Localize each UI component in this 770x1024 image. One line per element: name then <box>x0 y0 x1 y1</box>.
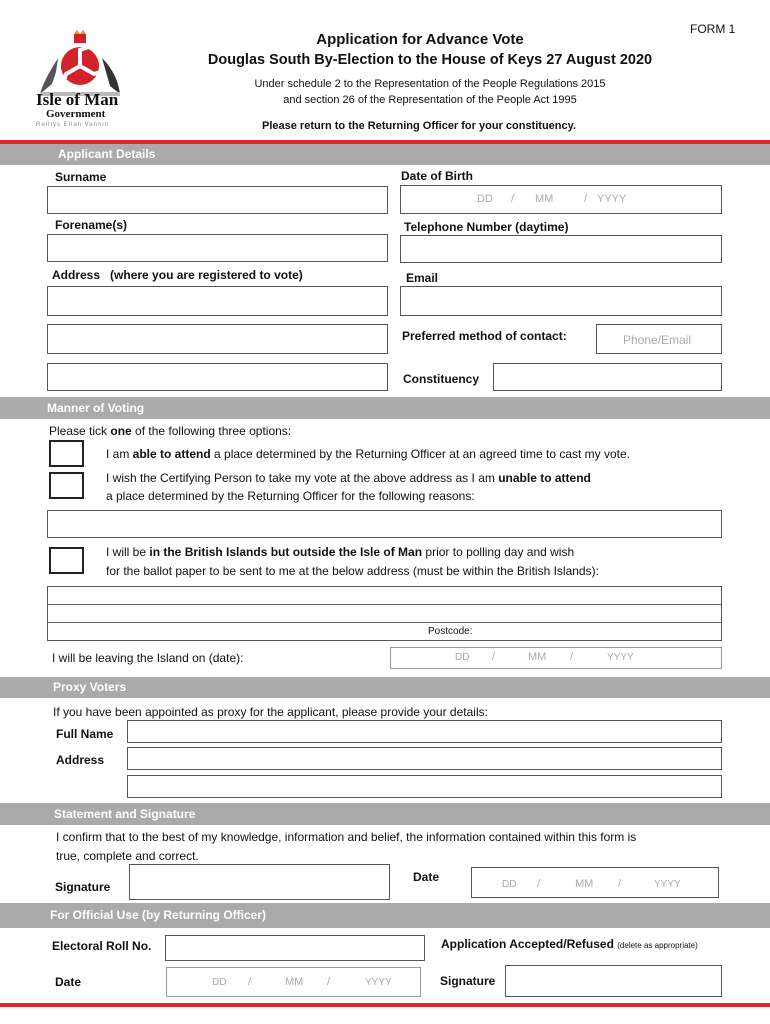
opt3-bold: in the British Islands but outside the Isle of Man <box>149 545 423 559</box>
logo-line3: Reiltys Ellan Vannin <box>36 122 109 128</box>
legal-line2: and section 26 of the Representation of the People Act 1995 <box>283 94 577 106</box>
contact-label: Preferred method of contact: <box>402 329 567 343</box>
signature-label: Signature <box>55 880 111 894</box>
option2-checkbox[interactable] <box>49 472 84 499</box>
phone-field[interactable] <box>400 235 722 263</box>
statement-text-line2: true, complete and correct. <box>56 849 199 863</box>
proxy-fullname-label: Full Name <box>56 727 114 741</box>
accepted-text: Application Accepted/Refused <box>441 937 614 951</box>
opt1-post: a place determined by the Returning Officer at an agreed time to cast my vote. <box>210 447 631 461</box>
address-line2-field[interactable] <box>47 324 388 354</box>
of-sep1: / <box>248 976 252 988</box>
dob-yyyy: YYYY <box>597 193 627 205</box>
applicant-band: Applicant Details <box>0 144 770 165</box>
of-sep2: / <box>327 976 331 988</box>
outside-address-field[interactable] <box>47 586 722 641</box>
of-yyyy: YYYY <box>365 977 392 988</box>
voting-band: Manner of Voting <box>0 397 770 419</box>
address-note: (where you are registered to vote) <box>110 268 303 282</box>
proxy-address-label: Address <box>56 753 105 767</box>
signature-field[interactable] <box>129 864 390 900</box>
leave-mm: MM <box>528 651 547 663</box>
instr-bold: one <box>110 424 132 438</box>
option3-checkbox[interactable] <box>49 547 84 574</box>
dob-dd: DD <box>477 193 493 205</box>
leave-yyyy: YYYY <box>607 652 634 663</box>
official-date-field[interactable] <box>166 967 421 997</box>
leave-sep1: / <box>492 651 496 663</box>
email-label: Email <box>406 271 439 285</box>
official-band: For Official Use (by Returning Officer) <box>0 903 770 928</box>
of-dd: DD <box>212 977 227 988</box>
st-dd: DD <box>502 879 517 890</box>
dob-sep2: / <box>584 193 588 205</box>
leave-dd: DD <box>455 652 470 663</box>
accepted-label <box>441 937 698 951</box>
contact-field[interactable] <box>596 324 722 354</box>
st-sep1: / <box>537 878 541 890</box>
statement-text-line1: I confirm that to the best of my knowledge, information and belief, the information contained within this form is <box>56 830 637 844</box>
opt2-bold: unable to attend <box>498 471 591 485</box>
surname-label: Surname <box>55 170 107 184</box>
legal-line1: Under schedule 2 to the Representation of the People Regulations 2015 <box>254 78 606 90</box>
instr-post: of the following three options: <box>131 424 292 438</box>
st-sep2: / <box>618 878 622 890</box>
phone-label: Telephone Number (daytime) <box>404 220 569 234</box>
option3-text <box>106 545 574 559</box>
form-title: Application for Advance Vote <box>316 31 524 48</box>
address-row-line1 <box>48 604 721 605</box>
dob-label: Date of Birth <box>401 169 473 183</box>
address-line1-field[interactable] <box>47 286 388 316</box>
reasons-field[interactable] <box>47 510 722 538</box>
address-label-text: Address <box>52 268 101 282</box>
opt1-pre: I am <box>106 447 133 461</box>
option3-text-line2: for the ballot paper to be sent to me at the below address (must be within the British Islands): <box>106 564 599 578</box>
statement-date-field[interactable] <box>471 867 719 898</box>
option2-text-line2: a place determined by the Returning Officer for the following reasons: <box>106 489 475 503</box>
contact-placeholder: Phone/Email <box>623 333 692 347</box>
option1-checkbox[interactable] <box>49 440 84 467</box>
official-signature-label: Signature <box>440 974 496 988</box>
footer-rule <box>0 1003 770 1007</box>
dob-field[interactable] <box>400 185 722 214</box>
proxy-band: Proxy Voters <box>0 677 770 698</box>
forename-label: Forename(s) <box>55 218 128 232</box>
statement-date-label: Date <box>413 870 440 884</box>
official-signature-field[interactable] <box>505 965 722 997</box>
logo-line1: Isle of Man <box>36 90 119 109</box>
email-field[interactable] <box>400 286 722 316</box>
statement-band: Statement and Signature <box>0 803 770 825</box>
address-row-line2 <box>48 622 721 623</box>
constituency-label: Constituency <box>403 372 480 386</box>
address-line3-field[interactable] <box>47 363 388 391</box>
address-label <box>52 268 303 282</box>
return-note: Please return to the Returning Officer for your constituency. <box>262 120 576 132</box>
voting-instruction <box>49 424 291 438</box>
st-mm: MM <box>575 878 594 890</box>
instr-pre: Please tick <box>49 424 111 438</box>
dob-sep1: / <box>511 193 515 205</box>
st-yyyy: YYYY <box>654 879 681 890</box>
forename-field[interactable] <box>47 234 388 262</box>
roll-field[interactable] <box>165 935 425 961</box>
form-number: FORM 1 <box>690 22 736 36</box>
option2-text <box>106 471 591 485</box>
constituency-field[interactable] <box>493 363 722 391</box>
logo-line2: Government <box>46 108 106 120</box>
opt3-post: prior to polling day and wish <box>422 545 575 559</box>
surname-field[interactable] <box>47 186 388 214</box>
opt2-pre: I wish the Certifying Person to take my vote at the above address as I am <box>106 471 499 485</box>
opt3-pre: I will be <box>106 545 150 559</box>
postcode-label: Postcode: <box>428 626 473 637</box>
dob-mm: MM <box>535 193 554 205</box>
accepted-note: (delete as appropriate) <box>617 941 698 950</box>
roll-label: Electoral Roll No. <box>52 939 152 953</box>
leaving-date-field[interactable] <box>390 647 722 669</box>
option1-text <box>106 447 630 461</box>
proxy-address-field2[interactable] <box>127 775 722 798</box>
of-mm: MM <box>285 976 304 988</box>
official-date-label: Date <box>55 975 82 989</box>
proxy-address-field1[interactable] <box>127 747 722 770</box>
proxy-fullname-field[interactable] <box>127 720 722 743</box>
leave-sep2: / <box>570 651 574 663</box>
form-subtitle: Douglas South By-Election to the House of Keys 27 August 2020 <box>207 52 653 68</box>
leaving-label: I will be leaving the Island on (date): <box>52 651 244 665</box>
proxy-intro: If you have been appointed as proxy for the applicant, please provide your details: <box>53 705 488 719</box>
opt1-bold: able to attend <box>132 447 211 461</box>
